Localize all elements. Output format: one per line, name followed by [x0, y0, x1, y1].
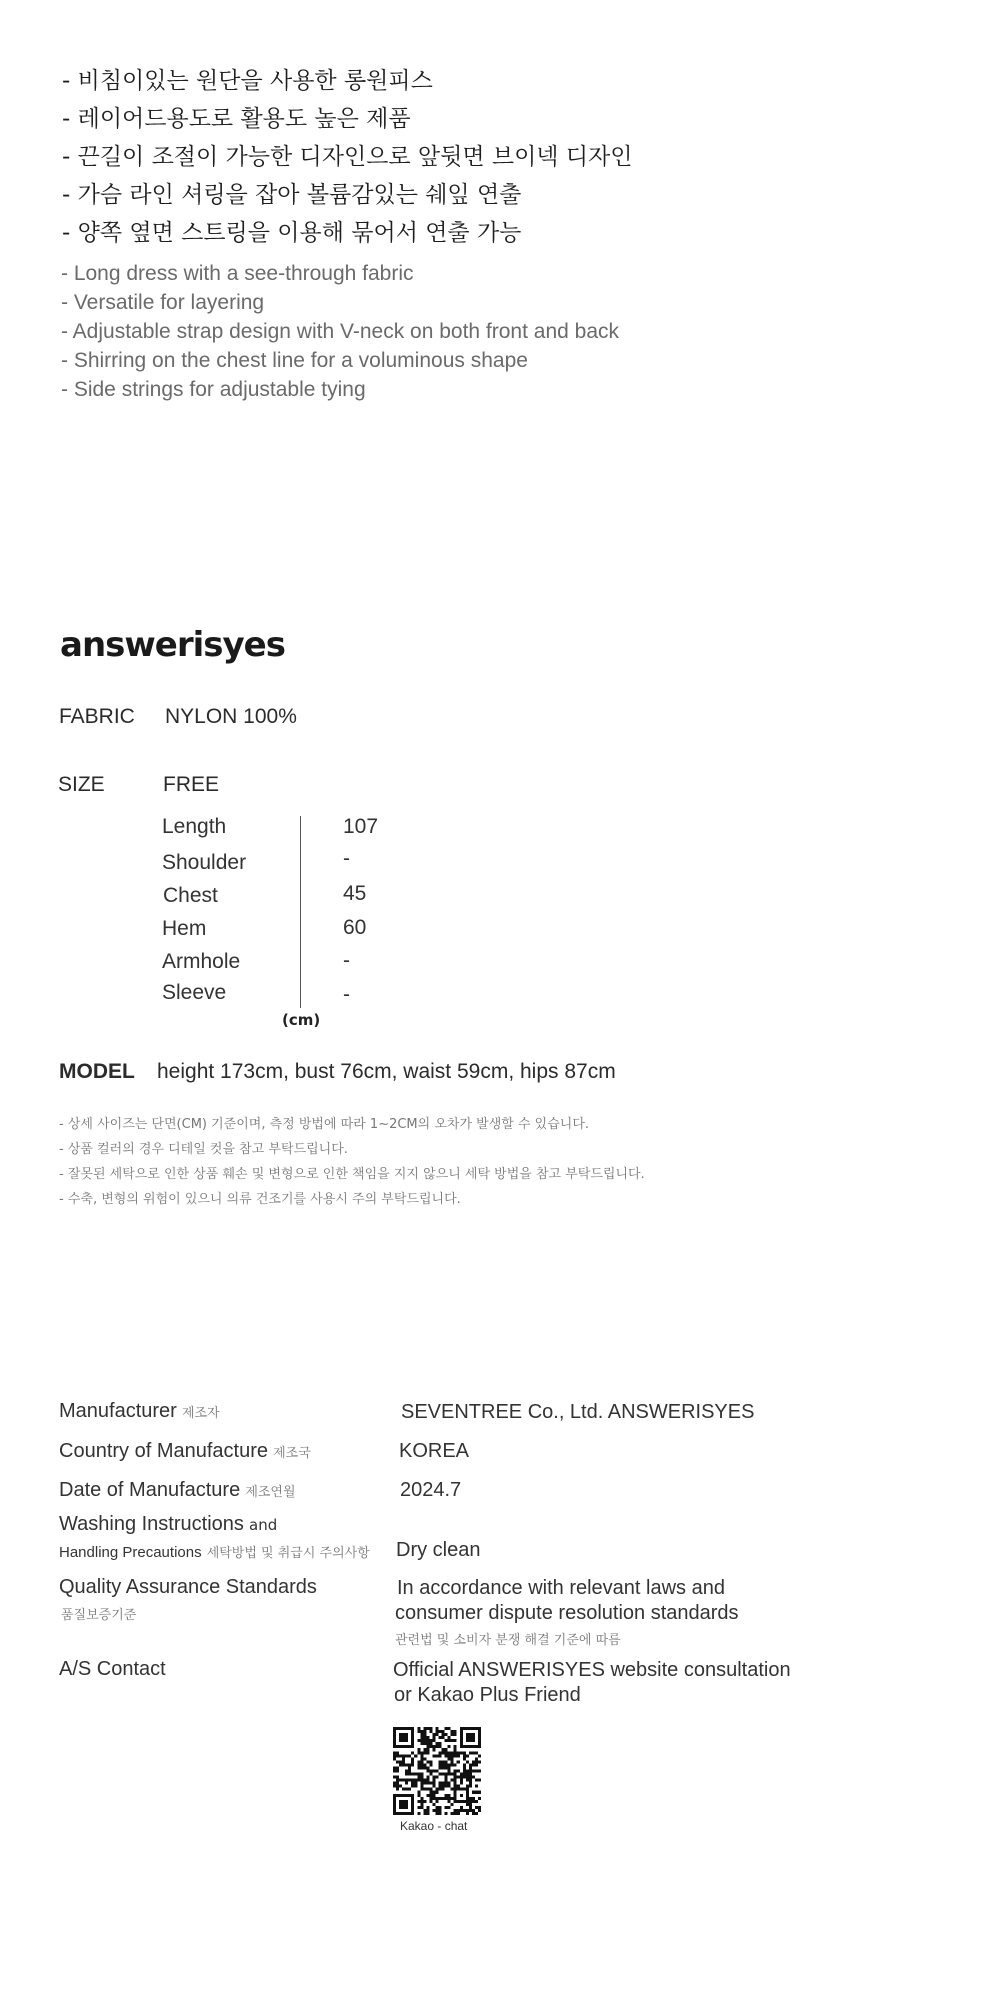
note-line: - 상품 컬러의 경우 디테일 컷을 참고 부탁드립니다. [59, 1142, 348, 1157]
size-table-divider [300, 816, 301, 1008]
date-label: Date of Manufacture [59, 1479, 241, 1501]
feature-kr-1: - 비침이있는 원단을 사용한 롱원피스 [62, 68, 433, 94]
country-label-kr: 제조국 [273, 1446, 311, 1461]
size-row-value: 107 [343, 815, 379, 838]
size-row-value: 45 [343, 882, 367, 905]
as-contact-value-line1: Official ANSWERISYES website consultation [393, 1659, 791, 1681]
feature-kr-4: - 가슴 라인 셔링을 잡아 볼륨감있는 쉐잎 연출 [62, 182, 522, 208]
note-line: - 상세 사이즈는 단면(CM) 기준이며, 측정 방법에 따라 1~2CM의 오차가 발생할 수 있습니다. [59, 1117, 590, 1132]
size-row-value: 60 [343, 916, 367, 939]
size-row-name: Shoulder [162, 851, 247, 874]
manufacturer-label: Manufacturer [59, 1400, 177, 1422]
note-line: - 잘못된 세탁으로 인한 상품 훼손 및 변형으로 인한 책임을 지지 않으니 세탁 방법을 참고 부탁드립니다. [59, 1167, 645, 1182]
feature-kr-3: - 끈길이 조절이 가능한 디자인으로 앞뒷면 브이넥 디자인 [62, 144, 633, 170]
date-row-label [59, 1479, 296, 1502]
brand-logo: answerisyes [60, 625, 285, 665]
feature-kr-2: - 레이어드용도로 활용도 높은 제품 [62, 106, 411, 132]
size-row-value: - [343, 847, 350, 870]
size-row-name: Chest [163, 884, 218, 907]
quality-label: Quality Assurance Standards [59, 1576, 317, 1598]
washing-value: Dry clean [396, 1539, 481, 1561]
size-row-name: Hem [162, 917, 207, 940]
quality-value-line1: In accordance with relevant laws and [397, 1577, 725, 1599]
manufacturer-value: SEVENTREE Co., Ltd. ANSWERISYES [401, 1401, 755, 1423]
kakao-qr-code[interactable] [393, 1727, 481, 1815]
size-label: SIZE [58, 773, 105, 796]
qr-caption: Kakao - chat [400, 1819, 468, 1833]
date-label-kr: 제조연월 [245, 1485, 296, 1500]
quality-label-kr: 품질보증기준 [61, 1608, 137, 1623]
size-unit: (cm) [282, 1011, 321, 1029]
feature-en-3: - Adjustable strap design with V-neck on both front and back [61, 320, 620, 343]
washing-label-line1: Washing Instructions [59, 1513, 244, 1535]
quality-value-line2: consumer dispute resolution standards [395, 1602, 739, 1624]
model-value: height 173cm, bust 76cm, waist 59cm, hips 87cm [157, 1060, 616, 1083]
washing-row-label-1 [59, 1513, 277, 1536]
feature-en-2: - Versatile for layering [61, 291, 265, 314]
manufacturer-row-label [59, 1400, 220, 1423]
washing-row-label-2 [59, 1542, 370, 1561]
size-row-name: Armhole [162, 950, 241, 973]
model-label: MODEL [59, 1060, 135, 1083]
feature-en-4: - Shirring on the chest line for a voluminous shape [61, 349, 528, 372]
country-value: KOREA [399, 1440, 470, 1462]
washing-label-and: and [249, 1516, 278, 1534]
fabric-label: FABRIC [59, 705, 135, 728]
washing-label-line2: Handling Precautions [59, 1544, 202, 1561]
quality-value-kr: 관련법 및 소비자 분쟁 해결 기준에 따름 [395, 1633, 621, 1648]
size-row-value: - [343, 949, 350, 972]
country-label: Country of Manufacture [59, 1440, 268, 1462]
as-contact-label: A/S Contact [59, 1658, 166, 1680]
manufacturer-label-kr: 제조자 [181, 1406, 220, 1421]
feature-en-1: - Long dress with a see-through fabric [61, 262, 414, 285]
date-value: 2024.7 [400, 1479, 462, 1501]
washing-label-kr: 세탁방법 및 취급시 주의사항 [206, 1546, 370, 1561]
size-row-value: - [343, 983, 350, 1006]
as-contact-value-line2: or Kakao Plus Friend [394, 1684, 581, 1706]
size-row-name: Sleeve [162, 981, 227, 1004]
country-row-label [59, 1440, 311, 1463]
feature-en-5: - Side strings for adjustable tying [61, 378, 366, 401]
feature-kr-5: - 양쪽 옆면 스트링을 이용해 묶어서 연출 가능 [62, 220, 522, 246]
size-row-name: Length [162, 815, 227, 838]
size-value: FREE [163, 773, 220, 796]
note-line: - 수축, 변형의 위험이 있으니 의류 건조기를 사용시 주의 부탁드립니다. [59, 1192, 461, 1207]
fabric-value: NYLON 100% [165, 705, 297, 728]
